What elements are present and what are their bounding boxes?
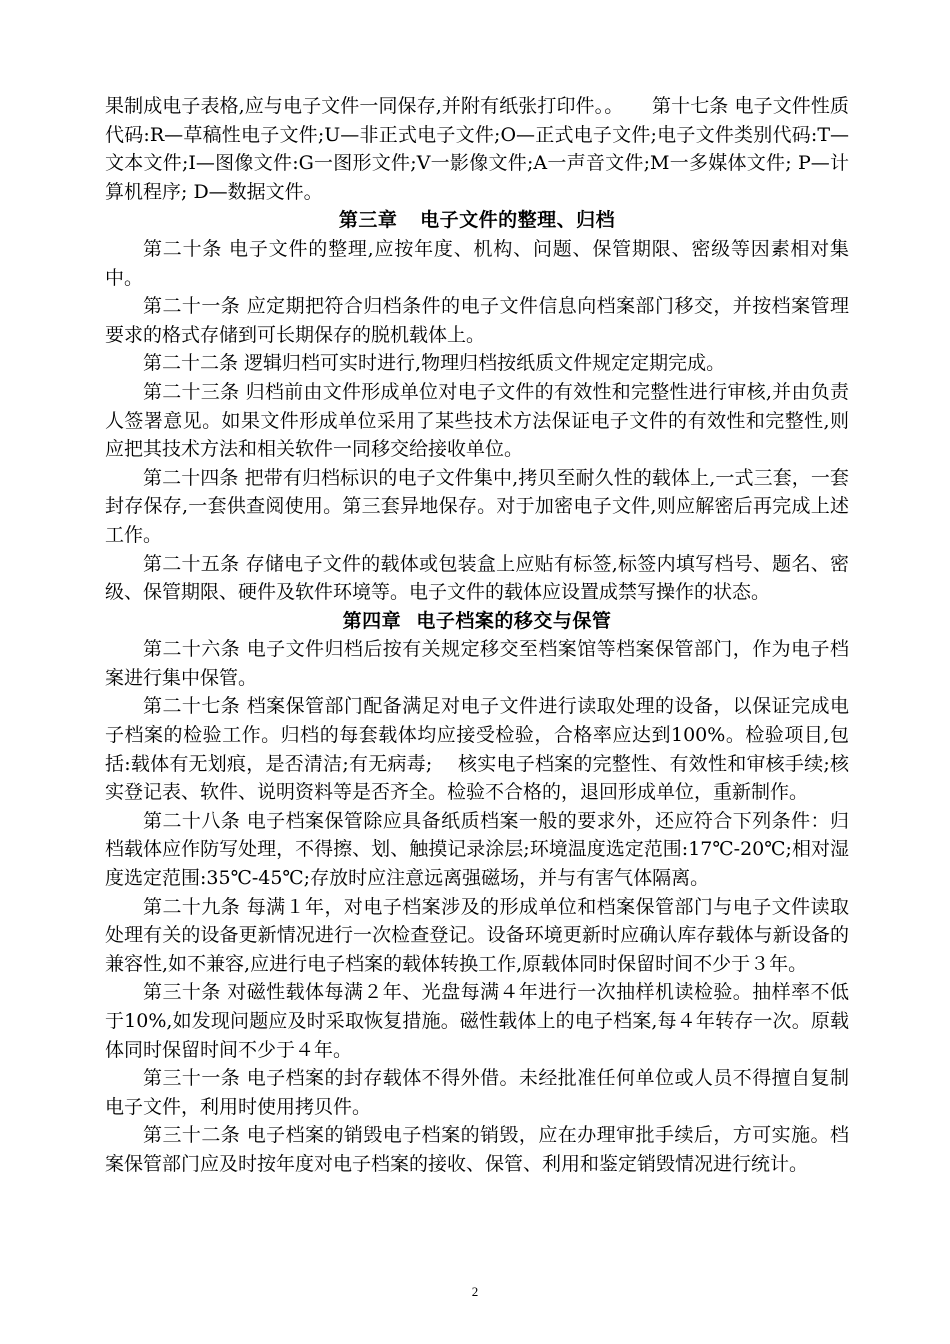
chapter-3-heading <box>105 206 849 235</box>
chapter-4-number: 第四章 <box>342 609 402 632</box>
article-29: 第二十九条 每满１年，对电子档案涉及的形成单位和档案保管部门与电子文件读取处理有关的设备更新情况进行一次检查登记。设备环境更新时应确认库存载体与新设备的兼容性,如不兼容,应进行电子档案的载体转换工作,原载体同时保留时间不少于３年。 <box>105 895 849 975</box>
chapter-4-title: 电子档案的移交与保管 <box>416 609 612 632</box>
article-32: 第三十二条 电子档案的销毁电子档案的销毁，应在办理审批手续后，方可实施。档案保管部门应及时按年度对电子档案的接收、保管、利用和鉴定销毁情况进行统计。 <box>105 1124 849 1175</box>
chapter-4-heading <box>105 607 849 636</box>
article-22: 第二十二条 逻辑归档可实时进行,物理归档按纸质文件规定定期完成。 <box>143 352 726 375</box>
chapter-3-title: 电子文件的整理、归档 <box>420 209 616 232</box>
article-24: 第二十四条 把带有归档标识的电子文件集中,拷贝至耐久性的载体上,一式三套，一套封存保存,一套供查阅使用。第三套异地保存。对于加密电子文件,则应解密后再完成上述工作。 <box>105 466 849 546</box>
article-26: 第二十六条 电子文件归档后按有关规定移交至档案馆等档案保管部门，作为电子档案进行集中保管。 <box>105 638 849 689</box>
page-number: 2 <box>471 1284 479 1299</box>
article-23: 第二十三条 归档前由文件形成单位对电子文件的有效性和完整性进行审核,并由负责人签署意见。如果文件形成单位采用了某些技术方法保证电子文件的有效性和完整性,则应把其技术方法和相关软件一同移交给接收单位。 <box>105 380 849 461</box>
article-21: 第二十一条 应定期把符合归档条件的电子文件信息向档案部门移交，并按档案管理要求的格式存储到可长期保存的脱机载体上。 <box>105 295 849 346</box>
article-30: 第三十条 对磁性载体每满２年、光盘每满４年进行一次抽样机读检验。抽样率不低于10%,如发现问题应及时采取恢复措施。磁性载体上的电子档案,每４年转存一次。原载体同时保留时间不少于４年。 <box>105 981 849 1061</box>
article-31: 第三十一条 电子档案的封存载体不得外借。未经批准任何单位或人员不得擅自复制电子文件，利用时使用拷贝件。 <box>105 1067 849 1118</box>
article-20: 第二十条 电子文件的整理,应按年度、机构、问题、保管期限、密级等因素相对集中。 <box>105 237 849 289</box>
article-25: 第二十五条 存储电子文件的载体或包装盒上应贴有标签,标签内填写档号、题名、密级、保管期限、硬件及软件环境等。电子文件的载体应设置成禁写操作的状态。 <box>105 552 849 604</box>
document-body <box>105 92 849 1179</box>
chapter-3-number: 第三章 <box>338 209 398 232</box>
article-27: 第二十七条 档案保管部门配备满足对电子文件进行读取处理的设备，以保证完成电子档案的检验工作。归档的每套载体均应接受检验，合格率应达到100%。检验项目,包括:载体有无划痕，是否清洁;有无病毒; 核实电子档案的完整性、有效性和审核手续;核实登记表、软件、说明资料等是否齐全。检验不合格的，退回形成单位，重新制作。 <box>105 695 849 804</box>
article-28: 第二十八条 电子档案保管除应具备纸质档案一般的要求外，还应符合下列条件：归档载体应作防写处理，不得擦、划、触摸记录涂层;环境温度选定范围:17℃-20℃;相对湿度选定范围:35℃-45℃;存放时应注意远离强磁场，并与有害气体隔离。 <box>105 809 849 890</box>
intro-paragraph: 果制成电子表格,应与电子文件一同保存,并附有纸张打印件。。 第十七条 电子文件性质代码:R—草稿性电子文件;U—非正式电子文件;O—正式电子文件;电子文件类别代码:T—文本文件;I—图像文件:G一图形文件;V一影像文件;A一声音文件;M一多媒体文件; P—计算机程序; D—数据文件。 <box>105 95 849 203</box>
